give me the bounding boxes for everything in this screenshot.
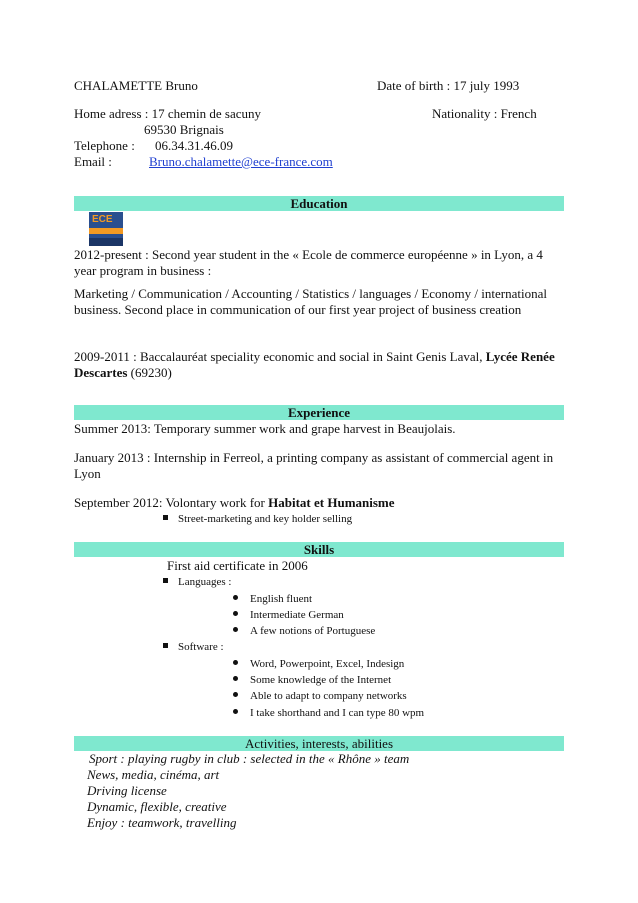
education-item-subjects: Marketing / Communication / Accounting / Statistics / languages / Economy / international business. Second place in communication of our first year project of business creation (74, 286, 547, 317)
education-item-current: 2012-present : Second year student in the « Ecole de commerce européenne » in Lyon, a 4 year program in business : (74, 247, 543, 278)
nationality: Nationality : French (432, 106, 537, 121)
telephone-label: Telephone : (74, 138, 135, 153)
language-item: A few notions of Portuguese (233, 624, 375, 638)
activity-line: News, media, cinéma, art (87, 767, 220, 782)
email-link[interactable]: Bruno.chalamette@ece-france.com (149, 154, 333, 169)
telephone-number: 06.34.31.46.09 (155, 138, 233, 153)
square-bullet-icon (163, 578, 168, 583)
volunteer-detail: Street-marketing and key holder selling (163, 512, 352, 526)
activities-heading: Activities, interests, abilities (74, 736, 564, 751)
ece-logo-text: ECE (92, 214, 113, 225)
round-bullet-icon (233, 692, 238, 697)
experience-item-summer: Summer 2013: Temporary summer work and grape harvest in Beaujolais. (74, 421, 456, 436)
ece-logo (89, 212, 123, 246)
round-bullet-icon (233, 660, 238, 665)
address-city: 69530 Brignais (144, 122, 224, 137)
activity-line: Enjoy : teamwork, travelling (87, 815, 237, 830)
candidate-name: CHALAMETTE Bruno (74, 78, 198, 93)
education-item-baccalaureat: 2009-2011 : Baccalauréat speciality economic and social in Saint Genis Laval, Lycée Renée Descartes (69230) (74, 349, 555, 380)
round-bullet-icon (233, 611, 238, 616)
languages-label: Languages : (163, 575, 231, 589)
round-bullet-icon (233, 709, 238, 714)
language-item: English fluent (233, 592, 312, 606)
experience-item-internship: January 2013 : Internship in Ferreol, a printing company as assistant of commercial agent in Lyon (74, 450, 554, 481)
software-item: Some knowledge of the Internet (233, 673, 391, 687)
software-item: I take shorthand and I can type 80 wpm (233, 706, 424, 720)
activity-line: Dynamic, flexible, creative (87, 799, 227, 814)
organization-name: Habitat et Humanisme (268, 495, 395, 510)
software-label: Software : (163, 640, 224, 654)
round-bullet-icon (233, 627, 238, 632)
square-bullet-icon (163, 643, 168, 648)
round-bullet-icon (233, 676, 238, 681)
experience-heading: Experience (74, 405, 564, 420)
software-item: Able to adapt to company networks (233, 689, 407, 703)
software-item: Word, Powerpoint, Excel, Indesign (233, 657, 404, 671)
first-aid-certificate: First aid certificate in 2006 (167, 558, 308, 573)
school-name: Lycée Renée Descartes (74, 349, 555, 380)
date-of-birth: Date of birth : 17 july 1993 (377, 78, 520, 93)
round-bullet-icon (233, 595, 238, 600)
experience-item-volunteer: September 2012: Volontary work for Habitat et Humanisme (74, 495, 395, 510)
home-address: Home adress : 17 chemin de sacuny (74, 106, 262, 121)
activity-line: Driving license (87, 783, 167, 798)
education-heading: Education (74, 196, 564, 211)
square-bullet-icon (163, 515, 168, 520)
email-label: Email : (74, 154, 112, 169)
activity-line: Sport : playing rugby in club : selected in the « Rhône » team (89, 751, 410, 766)
skills-heading: Skills (74, 542, 564, 557)
language-item: Intermediate German (233, 608, 344, 622)
